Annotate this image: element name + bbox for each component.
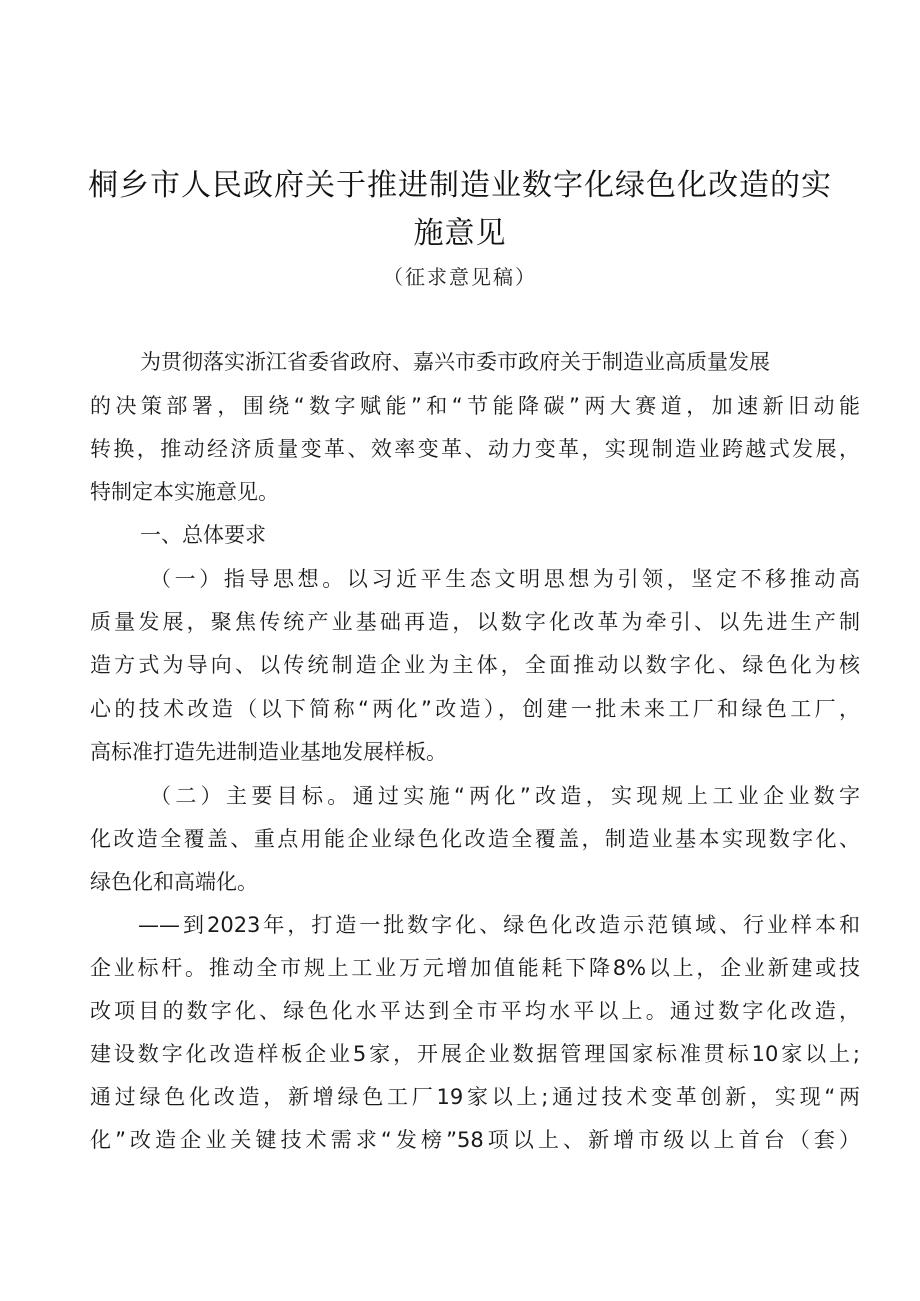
- body-line-16: 改项目的数字化、绿色化水平达到全市平均水平以上。通过数字化改造，: [90, 999, 860, 1023]
- body-line-4: 特制定本实施意见。: [90, 480, 279, 504]
- body-line-7: 质量发展，聚焦传统产业基础再造，以数字化改革为牵引、以先进生产制: [90, 610, 860, 634]
- body-line-12: 化改造全覆盖、重点用能企业绿色化改造全覆盖，制造业基本实现数字化、: [90, 827, 860, 851]
- document-title-line-2: 施意见: [413, 216, 507, 251]
- body-line-14: ——到2023年，打造一批数字化、绿色化改造示范镇域、行业样本和: [138, 913, 860, 937]
- body-line-2: 的决策部署，围绕“数字赋能”和“节能降碳”两大赛道，加速新旧动能: [90, 394, 860, 418]
- body-line-1: 为贯彻落实浙江省委省政府、嘉兴市委市政府关于制造业高质量发展: [140, 350, 770, 374]
- body-line-9: 心的技术改造（以下简称“两化”改造），创建一批未来工厂和绿色工厂，: [90, 697, 860, 721]
- document-title-line-1: 桐乡市人民政府关于推进制造业数字化绿色化改造的实: [88, 168, 832, 203]
- body-line-10: 高标准打造先进制造业基地发展样板。: [90, 740, 447, 764]
- body-line-11: （二）主要目标。通过实施“两化”改造，实现规上工业企业数字: [150, 784, 860, 808]
- body-line-18: 通过绿色化改造，新增绿色工厂19家以上;通过技术变革创新，实现“两: [90, 1085, 860, 1109]
- document-subtitle: （征求意见稿）: [383, 265, 537, 289]
- body-line-13: 绿色化和高端化。: [90, 870, 258, 894]
- body-line-6: （一）指导思想。以习近平生态文明思想为引领，坚定不移推动高: [150, 567, 860, 591]
- section-heading: 一、总体要求: [140, 523, 266, 547]
- body-line-17: 建设数字化改造样板企业5家，开展企业数据管理国家标准贯标10家以上;: [90, 1042, 860, 1066]
- body-line-3: 转换，推动经济质量变革、效率变革、动力变革，实现制造业跨越式发展，: [90, 437, 860, 461]
- body-line-8: 造方式为导向、以传统制造企业为主体，全面推动以数字化、绿色化为核: [90, 653, 860, 677]
- body-line-19: 化”改造企业关键技术需求“发榜”58项以上、新增市级以上首台（套）: [90, 1128, 860, 1152]
- body-line-15: 企业标杆。推动全市规上工业万元增加值能耗下降8%以上，企业新建或技: [90, 956, 860, 980]
